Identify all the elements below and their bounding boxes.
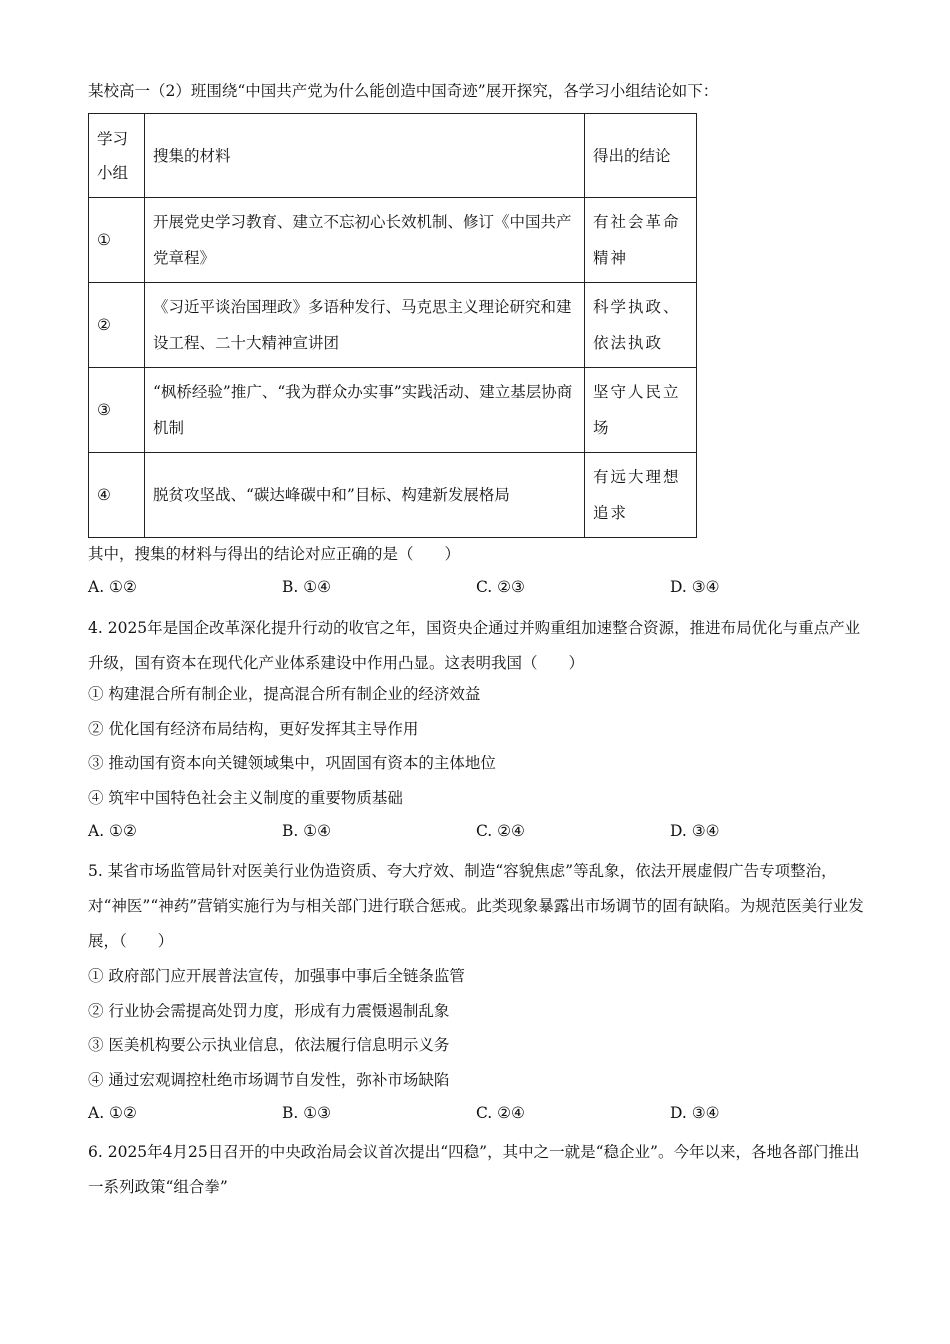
q3-options — [88, 576, 888, 598]
q3-option-c[interactable]: C. ②③ — [476, 578, 525, 596]
q3-option-a[interactable]: A. ①② — [88, 578, 137, 596]
q5-options — [88, 1102, 888, 1124]
materials-table — [88, 113, 697, 538]
q4-option-a[interactable]: A. ①② — [88, 822, 137, 840]
group-cell: ① — [89, 198, 145, 283]
q4-item-3: ③ 推动国有资本向关键领域集中，巩固国有资本的主体地位 — [88, 754, 496, 772]
q4-item-1: ① 构建混合所有制企业，提高混合所有制企业的经济效益 — [88, 685, 481, 703]
material-cell: 《习近平谈治国理政》多语种发行、马克思主义理论研究和建设工程、二十大精神宣讲团 — [145, 283, 585, 368]
q4-stem: 4. 2025年是国企改革深化提升行动的收官之年，国资央企通过并购重组加速整合资源，推进布局优化与重点产业升级，国有资本在现代化产业体系建设中作用凸显。这表明我国（ ） — [88, 619, 861, 672]
header-material: 搜集的材料 — [145, 114, 585, 198]
q5-option-d[interactable]: D. ③④ — [670, 1104, 720, 1122]
q3-option-d[interactable]: D. ③④ — [670, 578, 720, 596]
conclusion-cell: 有社会革命精神 — [585, 198, 697, 283]
q4-option-d[interactable]: D. ③④ — [670, 822, 720, 840]
conclusion-cell: 坚守人民立场 — [585, 368, 697, 453]
q4-option-c[interactable]: C. ②④ — [476, 822, 525, 840]
q4-options — [88, 820, 888, 842]
header-group: 学习小组 — [89, 114, 145, 198]
q4-item-4: ④ 筑牢中国特色社会主义制度的重要物质基础 — [88, 789, 403, 807]
conclusion-cell: 科学执政、依法执政 — [585, 283, 697, 368]
q6-stem: 6. 2025年4月25日召开的中央政治局会议首次提出“四稳”，其中之一就是“稳企业”。今年以来，各地各部门推出一系列政策“组合拳” — [88, 1143, 860, 1196]
header-conclusion: 得出的结论 — [585, 114, 697, 198]
q5-item-4: ④ 通过宏观调控杜绝市场调节自发性，弥补市场缺陷 — [88, 1071, 450, 1089]
table-row — [89, 453, 697, 538]
table-row — [89, 368, 697, 453]
q5-stem: 5. 某省市场监管局针对医美行业伪造资质、夸大疗效、制造“容貌焦虑”等乱象，依法开展虚假广告专项整治，对“神医”“神药”营销实施行为与相关部门进行联合惩戒。此类现象暴露出市场调节的固有缺陷。为规范医美行业发展，（ ） — [88, 862, 864, 950]
table-header-row — [89, 114, 697, 198]
q5-item-1: ① 政府部门应开展普法宣传，加强事中事后全链条监管 — [88, 967, 465, 985]
q5-option-b[interactable]: B. ①③ — [282, 1104, 332, 1122]
group-cell: ④ — [89, 453, 145, 538]
table-row — [89, 283, 697, 368]
q5-item-3: ③ 医美机构要公示执业信息，依法履行信息明示义务 — [88, 1036, 450, 1054]
table-row — [89, 198, 697, 283]
material-cell: 脱贫攻坚战、“碳达峰碳中和”目标、构建新发展格局 — [145, 453, 585, 538]
q4-option-b[interactable]: B. ①④ — [282, 822, 332, 840]
q5-item-2: ② 行业协会需提高处罚力度，形成有力震慑遏制乱象 — [88, 1002, 450, 1020]
intro-text: 某校高一（2）班围绕“中国共产党为什么能创造中国奇迹”展开探究，各学习小组结论如下： — [88, 82, 719, 100]
conclusion-cell: 有远大理想追求 — [585, 453, 697, 538]
q4-item-2: ② 优化国有经济布局结构，更好发挥其主导作用 — [88, 720, 419, 738]
q3-option-b[interactable]: B. ①④ — [282, 578, 332, 596]
group-cell: ③ — [89, 368, 145, 453]
q3-question: 其中，搜集的材料与得出的结论对应正确的是（ ） — [88, 545, 461, 563]
material-cell: 开展党史学习教育、建立不忘初心长效机制、修订《中国共产党章程》 — [145, 198, 585, 283]
group-cell: ② — [89, 283, 145, 368]
q5-option-c[interactable]: C. ②④ — [476, 1104, 525, 1122]
material-cell: “枫桥经验”推广、“我为群众办实事”实践活动、建立基层协商机制 — [145, 368, 585, 453]
q5-option-a[interactable]: A. ①② — [88, 1104, 137, 1122]
